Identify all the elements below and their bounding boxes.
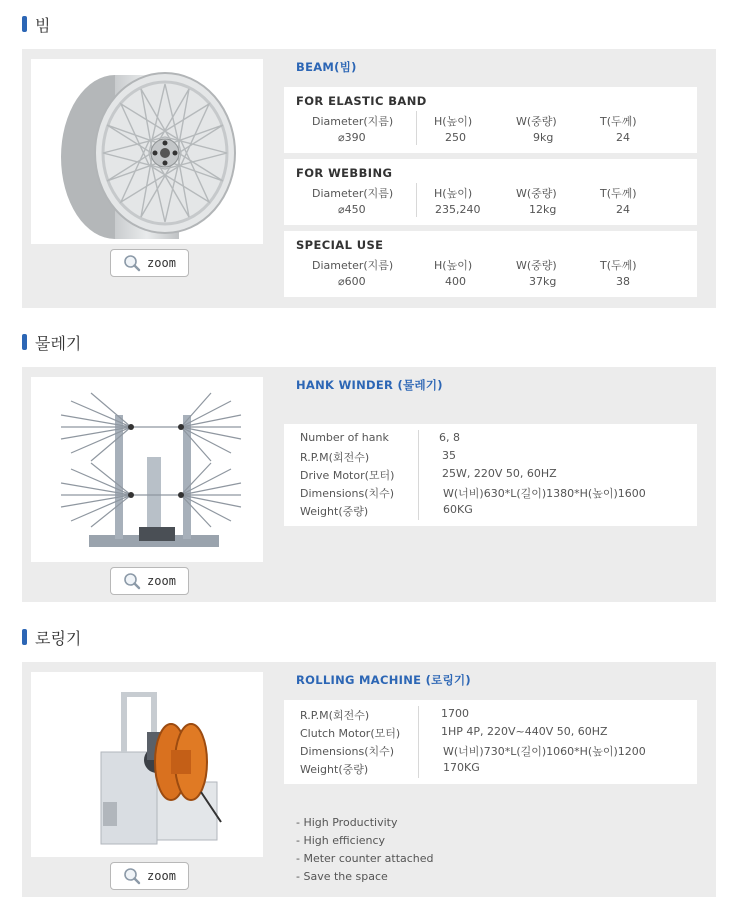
- col-header-weight: W(중량): [516, 259, 557, 272]
- value-thickness: 24: [616, 131, 630, 144]
- value-weight: 9kg: [533, 131, 554, 144]
- section-bar-icon: [22, 16, 27, 32]
- section-title-text: 빔: [35, 15, 51, 35]
- hank-product-name: HANK WINDER (물레기): [296, 378, 443, 392]
- hank-panel: [22, 367, 716, 602]
- spec-label: Dimensions(치수): [300, 745, 395, 758]
- col-header-height: H(높이): [434, 115, 473, 128]
- value-diameter: ⌀600: [338, 275, 366, 288]
- rolling-machine-image: [31, 672, 263, 857]
- spec-value: 35: [442, 449, 456, 462]
- value-diameter: ⌀390: [338, 131, 366, 144]
- spec-label: Weight(중량): [300, 505, 369, 518]
- section-title-text: 물레기: [35, 333, 82, 353]
- value-weight: 12kg: [529, 203, 557, 216]
- value-height: 400: [445, 275, 466, 288]
- value-height: 250: [445, 131, 466, 144]
- beam-spec-group-special: [284, 231, 697, 297]
- spec-value: 6, 8: [439, 431, 460, 444]
- col-header-diameter: Diameter(지름): [312, 187, 394, 200]
- rolling-photo: [31, 672, 263, 857]
- spec-label: Weight(중량): [300, 763, 369, 776]
- zoom-label: zoom: [147, 256, 176, 270]
- beam-panel: [22, 49, 716, 308]
- col-header-weight: W(중량): [516, 115, 557, 128]
- spec-group-heading: FOR WEBBING: [296, 166, 393, 180]
- spec-value: 1700: [441, 707, 469, 720]
- hank-spec-box: [284, 424, 697, 526]
- rolling-spec-box: [284, 700, 697, 784]
- col-header-thickness: T(두께): [600, 115, 637, 128]
- magnifier-icon: [123, 254, 141, 272]
- spec-label: Drive Motor(모터): [300, 469, 395, 482]
- hank-photo: [31, 377, 263, 562]
- col-header-diameter: Diameter(지름): [312, 259, 394, 272]
- spec-label: Number of hank: [300, 431, 389, 444]
- section-title-beam: [22, 12, 50, 36]
- beam-zoom-button[interactable]: [110, 249, 189, 277]
- col-header-thickness: T(두께): [600, 259, 637, 272]
- section-title-hank: [22, 330, 81, 354]
- beam-spool-image: [31, 59, 263, 244]
- section-title-rolling: [22, 625, 81, 649]
- beam-spec-group-elastic: [284, 87, 697, 153]
- col-header-height: H(높이): [434, 187, 473, 200]
- value-diameter: ⌀450: [338, 203, 366, 216]
- spec-value: 1HP 4P, 220V~440V 50, 60HZ: [441, 725, 608, 738]
- col-header-height: H(높이): [434, 259, 473, 272]
- hank-winder-image: [31, 377, 263, 562]
- rolling-product-name: ROLLING MACHINE (로링기): [296, 673, 471, 687]
- hank-zoom-button[interactable]: [110, 567, 189, 595]
- rolling-panel: [22, 662, 716, 897]
- value-height: 235,240: [435, 203, 481, 216]
- feature-item: - Meter counter attached: [296, 852, 434, 865]
- col-header-weight: W(중량): [516, 187, 557, 200]
- value-weight: 37kg: [529, 275, 557, 288]
- spec-value: W(너비)730*L(길이)1060*H(높이)1200: [443, 745, 646, 758]
- feature-item: - High Productivity: [296, 816, 398, 829]
- spec-label: Clutch Motor(모터): [300, 727, 401, 740]
- value-thickness: 24: [616, 203, 630, 216]
- feature-item: - Save the space: [296, 870, 388, 883]
- spec-value: 170KG: [443, 761, 480, 774]
- beam-spec-group-webbing: [284, 159, 697, 225]
- beam-product-name: BEAM(빔): [296, 60, 357, 74]
- feature-item: - High efficiency: [296, 834, 386, 847]
- col-header-diameter: Diameter(지름): [312, 115, 394, 128]
- rolling-zoom-button[interactable]: [110, 862, 189, 890]
- section-bar-icon: [22, 629, 27, 645]
- spec-value: 25W, 220V 50, 60HZ: [442, 467, 557, 480]
- magnifier-icon: [123, 867, 141, 885]
- spec-label: R.P.M(회전수): [300, 709, 370, 722]
- section-bar-icon: [22, 334, 27, 350]
- spec-value: W(너비)630*L(길이)1380*H(높이)1600: [443, 487, 646, 500]
- section-title-text: 로링기: [35, 628, 82, 648]
- beam-photo: [31, 59, 263, 244]
- spec-label: Dimensions(치수): [300, 487, 395, 500]
- zoom-label: zoom: [147, 574, 176, 588]
- spec-group-heading: SPECIAL USE: [296, 238, 384, 252]
- value-thickness: 38: [616, 275, 630, 288]
- magnifier-icon: [123, 572, 141, 590]
- spec-value: 60KG: [443, 503, 473, 516]
- spec-group-heading: FOR ELASTIC BAND: [296, 94, 427, 108]
- col-header-thickness: T(두께): [600, 187, 637, 200]
- spec-label: R.P.M(회전수): [300, 451, 370, 464]
- zoom-label: zoom: [147, 869, 176, 883]
